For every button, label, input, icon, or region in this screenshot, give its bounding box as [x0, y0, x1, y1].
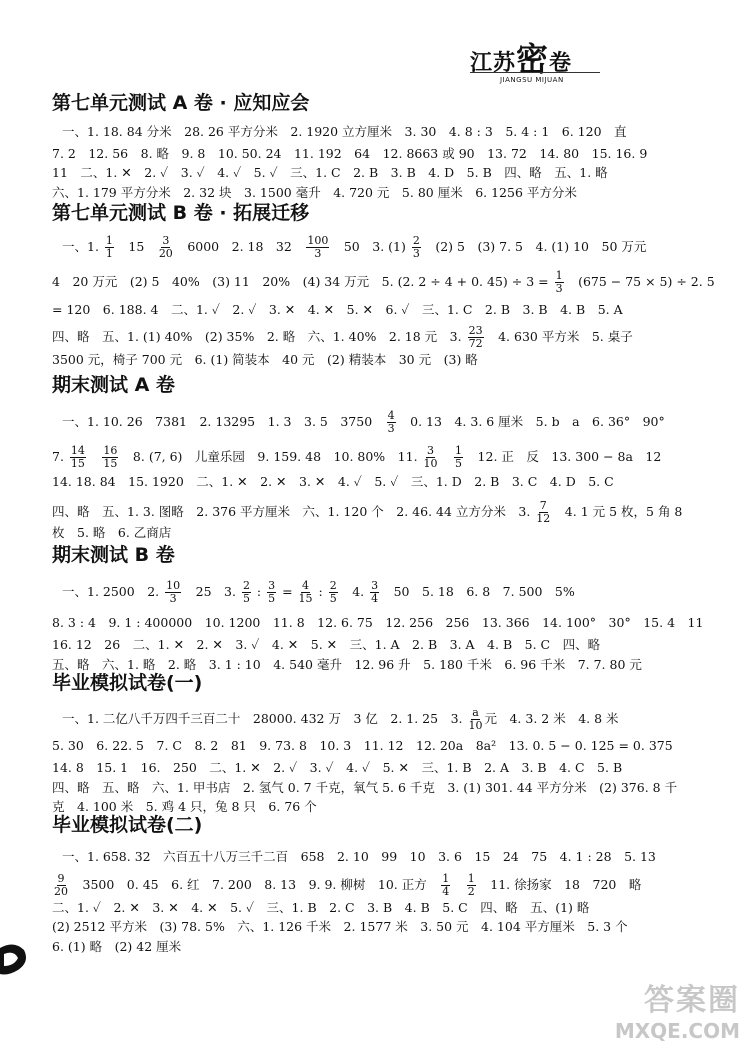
- brand-prefix: 江苏: [470, 50, 517, 76]
- fraction: [468, 325, 484, 350]
- answer-text: [452, 877, 465, 892]
- fraction-numerator: 3: [162, 234, 170, 247]
- answer-text: 四、略 五、1. (1) 40% (2) 35% 2. 略 六、1. 40% 2. 18 元 3.: [52, 329, 466, 344]
- answer-text: 五、略 六、1. 略 2. 略 3. 1 : 10 4. 540 毫升 12. 96 升 5. 180 千米 6. 96 千米 7. 7. 80 元: [52, 657, 642, 672]
- fraction: [105, 235, 114, 260]
- answer-line: [52, 758, 622, 776]
- answer-text: = 120 6. 188. 4 二、1. ✓ 2. ✓ 3. ✕ 4. ✕ 5. ✕ 6. ✓ 三、1. C 2. B 3. B 4. B 5. A: [52, 302, 623, 317]
- fraction: [242, 580, 251, 605]
- answer-text: 50 5. 18 6. 8 7. 500 5%: [381, 584, 575, 599]
- fraction: [468, 707, 482, 732]
- page-corner-icon: [0, 940, 28, 980]
- answer-line: [52, 300, 623, 318]
- fraction-denominator: 15: [298, 592, 313, 605]
- fraction-numerator: 23: [468, 324, 483, 337]
- answer-text: :: [314, 584, 327, 599]
- answer-line: [52, 350, 478, 368]
- fraction-numerator: 100: [307, 234, 329, 247]
- watermark-title: 答案圈: [644, 983, 740, 1018]
- fraction: [412, 235, 421, 260]
- answer-line: [52, 917, 628, 935]
- brand-big-char: 密: [516, 40, 550, 78]
- fraction-numerator: 2: [412, 234, 420, 247]
- fraction: [555, 270, 564, 295]
- answer-text: =: [278, 584, 297, 599]
- answer-line: [62, 847, 656, 865]
- fraction-numerator: 2: [329, 579, 337, 592]
- fraction-denominator: 5: [242, 592, 250, 605]
- answer-line: [52, 144, 647, 162]
- fraction: [54, 873, 68, 898]
- answer-line: [52, 736, 673, 754]
- answer-text: (2) 5 (3) 7. 5 4. (1) 10 50 万元: [422, 239, 647, 254]
- section-title: 第七单元测试 A 卷 · 应知应会: [52, 92, 310, 114]
- fraction-numerator: 1: [467, 872, 475, 885]
- fraction: [102, 445, 118, 470]
- fraction-denominator: 15: [103, 457, 118, 470]
- fraction-numerator: 10: [166, 579, 181, 592]
- answer-text: 3500 元，椅子 700 元 6. (1) 简装本 40 元 (2) 精装本 30 元 (3) 略: [52, 352, 478, 367]
- answer-text: 4.: [339, 584, 369, 599]
- answer-text: 50 3. (1): [331, 239, 410, 254]
- answer-text: 6. (1) 略 (2) 42 厘米: [52, 939, 182, 954]
- fraction: [467, 873, 476, 898]
- fraction: [441, 873, 450, 898]
- fraction-numerator: 3: [268, 579, 276, 592]
- fraction: [454, 445, 463, 470]
- fraction-numerator: 9: [57, 872, 65, 885]
- answer-text: 枚 5. 略 6. 乙商店: [52, 525, 172, 540]
- fraction: [387, 410, 396, 435]
- fraction-numerator: 1: [455, 444, 463, 457]
- fraction: [165, 580, 181, 605]
- fraction: [299, 580, 313, 605]
- answer-line: [52, 500, 682, 525]
- answer-text: :: [252, 584, 266, 599]
- answer-line: [52, 873, 641, 898]
- fraction-numerator: 3: [427, 444, 435, 457]
- answer-line: [52, 937, 181, 955]
- fraction-denominator: 5: [455, 457, 463, 470]
- answer-text: 四、略 五、略 六、1. 甲书店 2. 氢气 0. 7 千克，氧气 5. 6 千克 3. (1) 301. 44 平方分米 (2) 376. 8 千: [52, 780, 678, 795]
- fraction-denominator: 5: [329, 592, 337, 605]
- fraction: [536, 500, 550, 525]
- answer-text: (2) 2512 平方米 (3) 78. 5% 六、1. 126 千米 2. 1577 米 3. 50 元 4. 104 平方厘米 5. 3 个: [52, 919, 628, 934]
- fraction: [424, 445, 438, 470]
- fraction-numerator: 7: [539, 499, 547, 512]
- answer-text: 6000 2. 18 32: [174, 239, 305, 254]
- fraction-denominator: 4: [371, 592, 379, 605]
- fraction-denominator: 20: [54, 885, 68, 898]
- fraction-denominator: 12: [536, 512, 551, 525]
- answer-text: 0. 13 4. 3. 6 厘米 5. b a 6. 36° 90°: [397, 414, 665, 429]
- fraction-denominator: 5: [268, 592, 276, 605]
- answer-text: 15: [115, 239, 157, 254]
- answer-text: 7. 2 12. 56 8. 略 9. 8 10. 50. 24 11. 192 64 12. 8663 或 90 13. 72 14. 80 15. 16. 9: [52, 146, 648, 161]
- answer-text: 25 3.: [183, 584, 240, 599]
- answer-text: 二、1. ✓ 2. ✕ 3. ✕ 4. ✕ 5. ✓ 三、1. B 2. C 3. B 4. B 5. C 四、略 五、(1) 略: [52, 900, 590, 915]
- answer-line: [62, 580, 575, 605]
- fraction: [329, 580, 338, 605]
- fraction-numerator: 4: [302, 579, 310, 592]
- fraction: [306, 235, 329, 260]
- section-title: 期末测试 A 卷: [52, 374, 175, 396]
- answer-text: 一、1. 10. 26 7381 2. 13295 1. 3 3. 5 3750: [62, 414, 385, 429]
- answer-text: 7.: [52, 449, 68, 464]
- answer-text: (675 − 75 × 5) ÷ 2. 5: [565, 274, 715, 289]
- fraction: [267, 580, 276, 605]
- fraction-denominator: 3: [314, 247, 322, 260]
- brand-romanization: JIANGSU MIJUAN: [500, 76, 564, 84]
- answer-line: [62, 707, 619, 732]
- fraction-denominator: 3: [555, 282, 563, 295]
- watermark: [615, 975, 740, 1043]
- answer-text: 11. 徐扬家 18 720 略: [477, 877, 642, 892]
- fraction-numerator: a: [472, 706, 479, 719]
- fraction-numerator: 3: [371, 579, 379, 592]
- fraction-denominator: 72: [468, 337, 483, 350]
- answer-text: 4. 630 平方米 5. 桌子: [485, 329, 633, 344]
- answer-text: 3500 0. 45 6. 红 7. 200 8. 13 9. 9. 柳树 10. 正方: [70, 877, 440, 892]
- answer-line: [52, 472, 614, 490]
- answer-line: [62, 122, 627, 140]
- answer-line: [52, 898, 589, 916]
- fraction: [159, 235, 173, 260]
- fraction-denominator: 10: [468, 719, 483, 732]
- answer-line: [52, 613, 703, 631]
- answer-text: 一、1. 18. 84 分米 28. 26 平方分米 2. 1920 立方厘米 3. 30 4. 8 : 3 5. 4 : 1 6. 120 直: [62, 124, 627, 139]
- answer-text: 4. 1 元 5 枚，5 角 8: [552, 504, 683, 519]
- fraction-numerator: 1: [105, 234, 113, 247]
- section-title: 期末测试 B 卷: [52, 544, 175, 566]
- answer-line: [52, 778, 677, 796]
- fraction-numerator: 4: [387, 409, 395, 422]
- fraction-numerator: 16: [103, 444, 118, 457]
- answer-text: [440, 449, 453, 464]
- section-title: 毕业模拟试卷(一): [52, 672, 203, 694]
- watermark-url: MXQE.COM: [614, 1019, 740, 1043]
- fraction-numerator: 14: [70, 444, 85, 457]
- answer-text: 5. 30 6. 22. 5 7. C 8. 2 81 9. 73. 8 10. 3 11. 12 12. 20a 8a² 13. 0. 5 − 0. 125 = 0. 375: [52, 738, 673, 753]
- answer-text: 一、1. 二亿八千万四千三百二十 28000. 432 万 3 亿 2. 1. 25 3.: [62, 711, 467, 726]
- answer-line: [52, 270, 715, 295]
- fraction-numerator: 2: [242, 579, 250, 592]
- fraction-denominator: 2: [467, 885, 475, 898]
- fraction: [70, 445, 86, 470]
- brand-logo: [470, 34, 572, 84]
- fraction-denominator: 3: [412, 247, 420, 260]
- answer-text: [88, 449, 101, 464]
- answer-text: 4 20 万元 (2) 5 40% (3) 11 20% (4) 34 万元 5. (2. 2 ÷ 4 + 0. 45) ÷ 3 =: [52, 274, 553, 289]
- header-rule: [470, 72, 600, 73]
- fraction-numerator: 1: [442, 872, 450, 885]
- answer-line: [52, 163, 608, 181]
- fraction: [370, 580, 379, 605]
- answer-text: 元 4. 3. 2 米 4. 8 米: [484, 711, 619, 726]
- answer-line: [62, 410, 665, 435]
- answer-text: 一、1. 658. 32 六百五十八万三千二百 658 2. 10 99 10 3. 6 15 24 75 4. 1 : 28 5. 13: [62, 849, 656, 864]
- answer-text: 六、1. 179 平方分米 2. 32 块 3. 1500 毫升 4. 720 元 5. 80 厘米 6. 1256 平方分米: [52, 185, 577, 200]
- brand-suffix: 卷: [549, 50, 573, 76]
- answer-text: 16. 12 26 二、1. ✕ 2. ✕ 3. ✓ 4. ✕ 5. ✕ 三、1. A 2. B 3. A 4. B 5. C 四、略: [52, 637, 601, 652]
- answer-line: [52, 445, 661, 470]
- fraction-denominator: 15: [70, 457, 85, 470]
- fraction-denominator: 3: [387, 422, 395, 435]
- fraction-denominator: 10: [423, 457, 438, 470]
- answer-line: [52, 523, 171, 541]
- answer-text: 克 4. 100 米 5. 鸡 4 只，兔 8 只 6. 76 个: [52, 799, 317, 814]
- fraction-denominator: 1: [105, 247, 113, 260]
- answer-line: [52, 325, 633, 350]
- answer-text: 14. 18. 84 15. 1920 二、1. ✕ 2. ✕ 3. ✕ 4. ✓ 5. ✓ 三、1. D 2. B 3. C 4. D 5. C: [52, 474, 614, 489]
- fraction-denominator: 3: [169, 592, 177, 605]
- answer-text: 11 二、1. ✕ 2. ✓ 3. ✓ 4. ✓ 5. ✓ 三、1. C 2. B 3. B 4. D 5. B 四、略 五、1. 略: [52, 165, 608, 180]
- answer-text: 8. (7, 6) 儿童乐园 9. 159. 48 10. 80% 11.: [120, 449, 422, 464]
- answer-text: 14. 8 15. 1 16. 250 二、1. ✕ 2. ✓ 3. ✓ 4. ✓ 5. ✕ 三、1. B 2. A 3. B 4. C 5. B: [52, 760, 623, 775]
- section-title: 毕业模拟试卷(二): [52, 814, 203, 836]
- answer-text: 12. 正 反 13. 300 − 8a 12: [465, 449, 662, 464]
- answer-text: 一、1.: [62, 239, 103, 254]
- answer-text: 8. 3 : 4 9. 1 : 400000 10. 1200 11. 8 12. 6. 75 12. 256 256 13. 366 14. 100° 30° 15. 4 11: [52, 615, 704, 630]
- answer-line: [52, 635, 600, 653]
- answer-text: 一、1. 2500 2.: [62, 584, 164, 599]
- fraction-denominator: 4: [442, 885, 450, 898]
- section-title: 第七单元测试 B 卷 · 拓展迁移: [52, 202, 310, 224]
- answer-text: 四、略 五、1. 3. 图略 2. 376 平方厘米 六、1. 120 个 2. 46. 44 立方分米 3.: [52, 504, 535, 519]
- answer-line: [62, 235, 646, 260]
- fraction-numerator: 1: [555, 269, 563, 282]
- fraction-denominator: 20: [158, 247, 173, 260]
